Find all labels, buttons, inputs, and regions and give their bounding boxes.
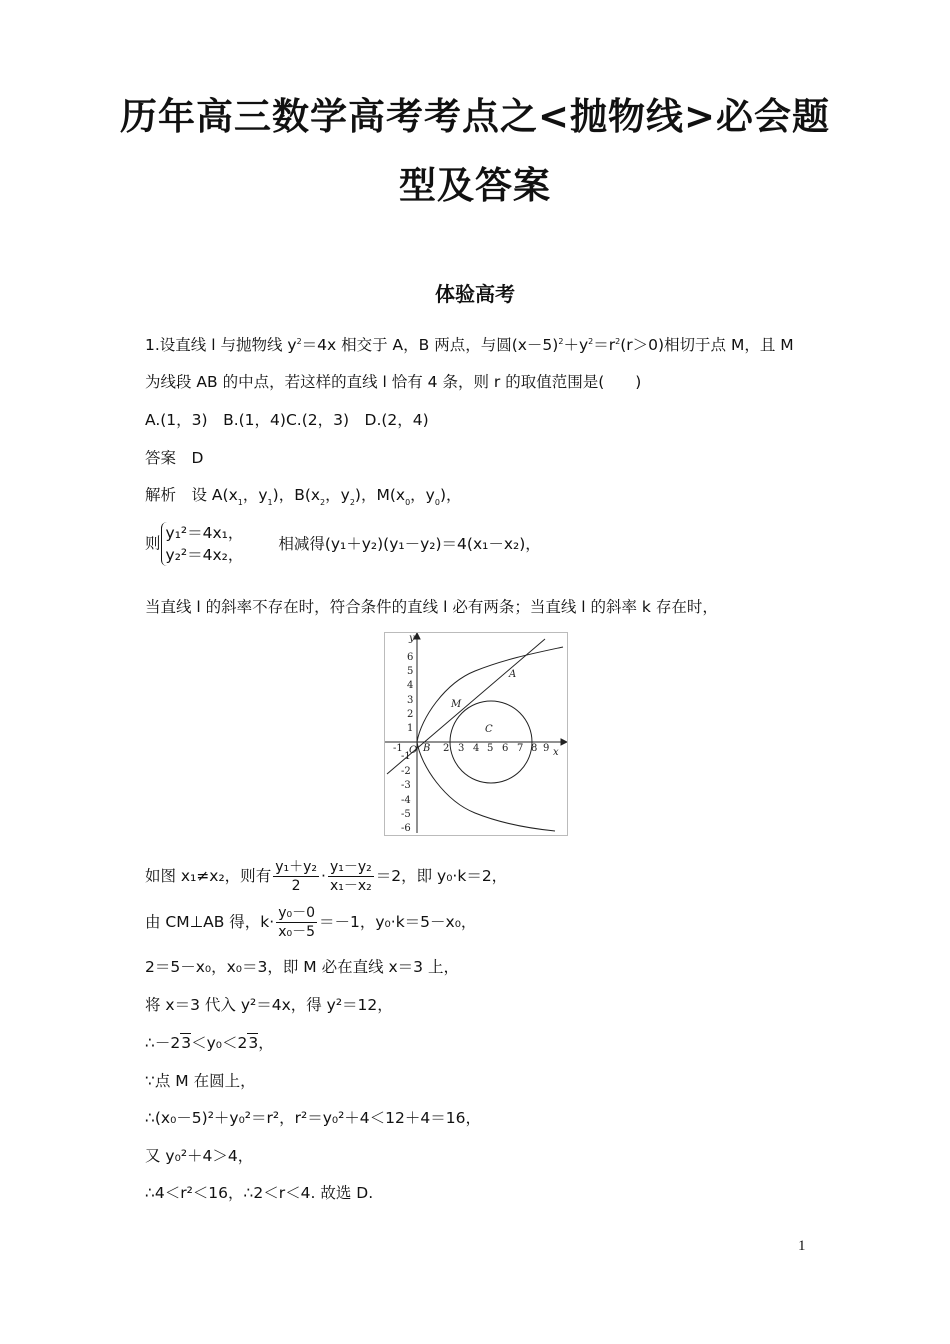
origin-label: O xyxy=(409,745,418,756)
section-heading: 体验高考 xyxy=(435,282,515,306)
point-a-label: A xyxy=(509,669,517,680)
y-tick-label: 4 xyxy=(407,680,414,691)
point-c-label: C xyxy=(485,724,493,735)
question-line-2: 为线段 AB 的中点，若这样的直线 l 恰有 4 条，则 r 的取值范围是( ) xyxy=(145,373,642,391)
analysis-slope-line: 当直线 l 的斜率不存在时，符合条件的直线 l 必有两条；当直线 l 的斜率 k 存在时， xyxy=(145,598,718,616)
y-tick-label: -5 xyxy=(401,809,411,820)
y-tick-label: -6 xyxy=(401,823,411,834)
y-tick-label: -2 xyxy=(401,766,411,777)
y-tick-label: -1 xyxy=(401,751,411,762)
derivation-line-7: ∴(x₀－5)²＋y₀²＝r²，r²＝y₀²＋4＜12＋4＝16， xyxy=(145,1109,481,1127)
derivation-line-6: ∵点 M 在圆上， xyxy=(145,1072,256,1090)
doc-title-line2: 型及答案 xyxy=(399,164,551,207)
question-options: A.(1，3) B.(1，4)C.(2，3) D.(2，4) xyxy=(145,411,429,429)
x-tick-label: 8 xyxy=(531,743,538,754)
x-tick-label: 3 xyxy=(458,743,465,754)
x-tick-label: 4 xyxy=(473,743,480,754)
analysis-setup: 解析 设 $A(x_1$，$y_1$)，$B(x_2$，$y_2$)，$M(x_0$，$y_0$)， xyxy=(145,486,462,507)
x-tick-label: 6 xyxy=(502,743,509,754)
y-tick-label: 5 xyxy=(407,666,414,677)
fraction-slope: $\frac{\text{y₁－y₂}}{\text{x₁－x₂}}$ xyxy=(329,859,372,894)
page-number: 1 xyxy=(798,1238,806,1254)
point-m-label: M xyxy=(451,699,462,710)
y-tick-label: 2 xyxy=(407,709,414,720)
x-tick-label: 5 xyxy=(487,743,494,754)
x-tick-label: 9 xyxy=(543,743,550,754)
question-line-1: 1.设直线 l 与抛物线 $y^2=4x$ 相交于 A，B 两点，与圆$(x-5)^2+y^2=r^2(r>0)$相切于点 M，且 M xyxy=(145,336,794,354)
derivation-line-3: 2＝5－x₀，x₀＝3，即 M 必在直线 x＝3 上， xyxy=(145,958,459,976)
doc-title-line1: 历年高三数学高考考点之<抛物线>必会题 xyxy=(119,95,830,138)
y-tick-label: 6 xyxy=(407,652,414,663)
point-b-label: B xyxy=(423,743,431,754)
fraction-cm-slope: $\frac{\text{y₀－0}}{\text{x₀－5}}$ xyxy=(278,905,316,940)
derivation-line-4: 将 x＝3 代入 y²＝4x，得 y²＝12， xyxy=(145,996,393,1014)
parabola-curve-lower xyxy=(417,742,555,831)
derivation-line-5: ∴－23＜y₀＜23， xyxy=(145,1034,274,1052)
answer-line: 答案 D xyxy=(145,449,204,467)
y-tick-label: 3 xyxy=(407,695,414,706)
system-brace: y₁²＝4x₁， y₂²＝4x₂， xyxy=(161,522,244,566)
y-tick-label: -4 xyxy=(401,795,411,806)
derivation-line-1: 如图 x₁≠x₂，则有 $\frac{\text{y₁＋y₂}}{2}$ · $\frac{\text{y₁－y₂}}{\text{x₁－x₂}}$ ＝2，即 y₀·k＝2， xyxy=(145,859,508,894)
equation-system: 则 y₁²＝4x₁， y₂²＝4x₂， 相减得(y₁＋y₂)(y₁－y₂)＝4(x₁－x₂)， xyxy=(145,524,541,564)
x-tick-label: 2 xyxy=(443,743,450,754)
x-axis-label: x xyxy=(553,747,559,758)
derivation-line-9: ∴4＜r²＜16，∴2＜r＜4. 故选 D. xyxy=(145,1184,374,1202)
y-axis-label: y xyxy=(409,633,415,644)
fraction-sum: $\frac{\text{y₁＋y₂}}{2}$ xyxy=(275,859,317,894)
parabola-circle-figure xyxy=(384,632,568,836)
derivation-line-8: 又 y₀²＋4＞4， xyxy=(145,1147,254,1165)
derivation-line-2: 由 CM⊥AB 得，k· $\frac{\text{y₀－0}}{\text{x₀－5}}$ ＝－1，y₀·k＝5－x₀， xyxy=(145,905,477,940)
y-tick-label: -3 xyxy=(401,780,411,791)
y-tick-label: 1 xyxy=(407,723,414,734)
x-tick-label: 7 xyxy=(517,743,524,754)
x-tick-label: -1 xyxy=(393,743,403,754)
